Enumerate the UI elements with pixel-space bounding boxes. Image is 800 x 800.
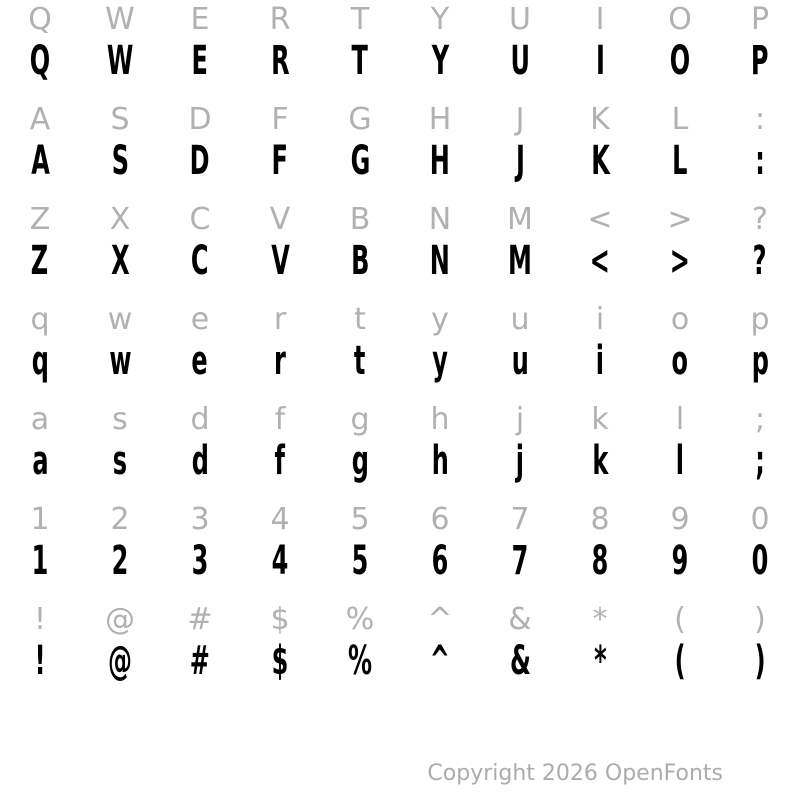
specimen-glyph: U [510,38,530,84]
specimen-glyph: D [190,138,210,184]
reference-glyph: D [188,102,212,137]
reference-glyph: q [30,302,50,337]
specimen-glyph: : [755,138,765,184]
specimen-glyph: P [751,38,769,84]
specimen-glyph: K [590,138,610,184]
reference-glyph: < [587,202,613,237]
specimen-glyph: < [589,238,611,284]
reference-glyph: K [590,102,610,137]
reference-glyph: 2 [110,502,130,537]
reference-glyph: w [107,302,133,337]
specimen-row [0,639,800,684]
specimen-glyph: ; [755,438,765,484]
specimen-glyph: E [191,38,209,84]
reference-glyph: A [29,102,51,137]
specimen-glyph: ( [674,638,686,684]
specimen-glyph: H [429,138,451,184]
reference-glyph: L [671,102,689,137]
reference-glyph: & [508,602,532,637]
reference-glyph: p [750,302,770,337]
specimen-row [0,39,800,84]
specimen-glyph: $ [271,638,289,684]
copyright-watermark: Copyright 2026 OpenFonts [427,761,723,786]
glyph-group [0,400,800,500]
specimen-glyph: q [31,338,49,384]
reference-glyph: P [750,2,770,37]
reference-glyph: ^ [427,602,453,637]
specimen-glyph: @ [108,638,132,684]
reference-glyph: d [190,402,210,437]
reference-glyph: 4 [270,502,290,537]
reference-glyph: U [509,2,531,37]
reference-row [0,302,800,337]
reference-glyph: i [595,302,605,337]
specimen-glyph: & [509,638,531,684]
specimen-glyph: W [106,38,134,84]
specimen-glyph: M [508,238,532,284]
specimen-glyph: G [350,138,370,184]
specimen-glyph: u [511,338,529,384]
specimen-glyph: J [515,138,525,184]
reference-glyph: F [271,102,289,137]
glyph-group [0,500,800,600]
specimen-glyph: 5 [351,538,369,584]
specimen-glyph: i [595,338,605,384]
reference-glyph: j [515,402,525,437]
specimen-glyph: p [751,338,769,384]
reference-glyph: ? [752,202,768,237]
specimen-glyph: j [515,438,525,484]
reference-glyph: f [274,402,286,437]
specimen-glyph: 3 [191,538,209,584]
reference-glyph: T [350,2,370,37]
specimen-glyph: e [191,338,209,384]
specimen-glyph: X [110,238,130,284]
specimen-row [0,439,800,484]
specimen-glyph: 2 [111,538,129,584]
specimen-glyph: A [30,138,50,184]
reference-glyph: Q [28,2,52,37]
specimen-glyph: Y [431,38,449,84]
glyph-group [0,0,800,100]
specimen-glyph: * [593,638,607,684]
reference-glyph: ( [674,602,686,637]
reference-glyph: X [109,202,131,237]
reference-glyph: g [350,402,370,437]
specimen-glyph: 1 [31,538,49,584]
reference-glyph: M [507,202,533,237]
specimen-glyph: S [111,138,129,184]
specimen-row [0,239,800,284]
specimen-glyph: d [191,438,209,484]
reference-row [0,502,800,537]
specimen-glyph: ) [754,638,766,684]
specimen-glyph: 9 [671,538,689,584]
reference-row [0,102,800,137]
specimen-glyph: Z [31,238,49,284]
reference-glyph: y [431,302,449,337]
reference-glyph: ! [33,602,47,637]
specimen-glyph: f [274,438,286,484]
reference-glyph: ; [754,402,766,437]
reference-glyph: B [349,202,371,237]
specimen-glyph: T [351,38,369,84]
specimen-glyph: F [271,138,289,184]
reference-glyph: > [667,202,693,237]
reference-glyph: # [187,602,213,637]
specimen-glyph: O [669,38,691,84]
reference-glyph: a [30,402,50,437]
specimen-glyph: y [432,338,448,384]
specimen-row [0,539,800,584]
reference-glyph: S [110,102,130,137]
specimen-glyph: % [347,638,373,684]
glyph-group [0,600,800,700]
specimen-glyph: R [270,38,290,84]
reference-glyph: I [595,2,605,37]
reference-glyph: o [670,302,690,337]
reference-glyph: J [515,102,525,137]
specimen-glyph: 6 [431,538,449,584]
reference-glyph: 1 [30,502,50,537]
specimen-glyph: w [108,338,132,384]
reference-glyph: R [269,2,291,37]
reference-glyph: s [112,402,128,437]
specimen-glyph: ^ [429,638,451,684]
specimen-glyph: L [672,138,688,184]
specimen-glyph: l [675,438,685,484]
reference-glyph: N [428,202,452,237]
specimen-glyph: s [112,438,128,484]
specimen-glyph: o [671,338,689,384]
reference-glyph: * [592,602,608,637]
reference-glyph: l [675,402,685,437]
glyph-group [0,200,800,300]
specimen-glyph: 0 [751,538,769,584]
specimen-glyph: # [189,638,211,684]
specimen-glyph: h [431,438,449,484]
reference-glyph: e [190,302,210,337]
reference-glyph: : [754,102,766,137]
specimen-glyph: 7 [511,538,529,584]
reference-row [0,202,800,237]
specimen-glyph: g [351,438,369,484]
specimen-row [0,339,800,384]
specimen-glyph: > [669,238,691,284]
specimen-glyph: k [592,438,608,484]
reference-glyph: 8 [590,502,610,537]
reference-glyph: G [348,102,372,137]
reference-glyph: W [105,2,135,37]
specimen-glyph: Q [29,38,51,84]
specimen-glyph: V [270,238,290,284]
specimen-glyph: 4 [271,538,289,584]
reference-glyph: u [510,302,530,337]
reference-glyph: $ [270,602,290,637]
reference-glyph: t [354,302,366,337]
reference-glyph: E [190,2,210,37]
reference-row [0,602,800,637]
specimen-glyph: I [595,38,605,84]
specimen-glyph: ! [34,638,46,684]
specimen-glyph: r [274,338,286,384]
reference-glyph: k [591,402,609,437]
reference-glyph: V [269,202,291,237]
specimen-row [0,139,800,184]
reference-row [0,402,800,437]
reference-glyph: ) [754,602,766,637]
reference-glyph: @ [105,602,135,637]
glyph-group [0,300,800,400]
reference-glyph: 7 [510,502,530,537]
reference-glyph: 3 [190,502,210,537]
reference-glyph: % [345,602,375,637]
reference-glyph: 0 [750,502,770,537]
reference-glyph: 6 [430,502,450,537]
specimen-glyph: C [191,238,209,284]
reference-glyph: h [430,402,450,437]
reference-glyph: C [189,202,211,237]
glyph-group [0,100,800,200]
reference-glyph: O [668,2,692,37]
reference-row [0,2,800,37]
reference-glyph: Y [430,2,450,37]
specimen-glyph: 8 [591,538,609,584]
specimen-glyph: a [31,438,49,484]
specimen-glyph: t [354,338,366,384]
reference-glyph: 5 [350,502,370,537]
reference-glyph: Z [29,202,51,237]
reference-glyph: H [428,102,452,137]
specimen-glyph: B [350,238,370,284]
reference-glyph: r [273,302,287,337]
reference-glyph: 9 [670,502,690,537]
specimen-glyph: N [429,238,451,284]
specimen-glyph: ? [753,238,767,284]
